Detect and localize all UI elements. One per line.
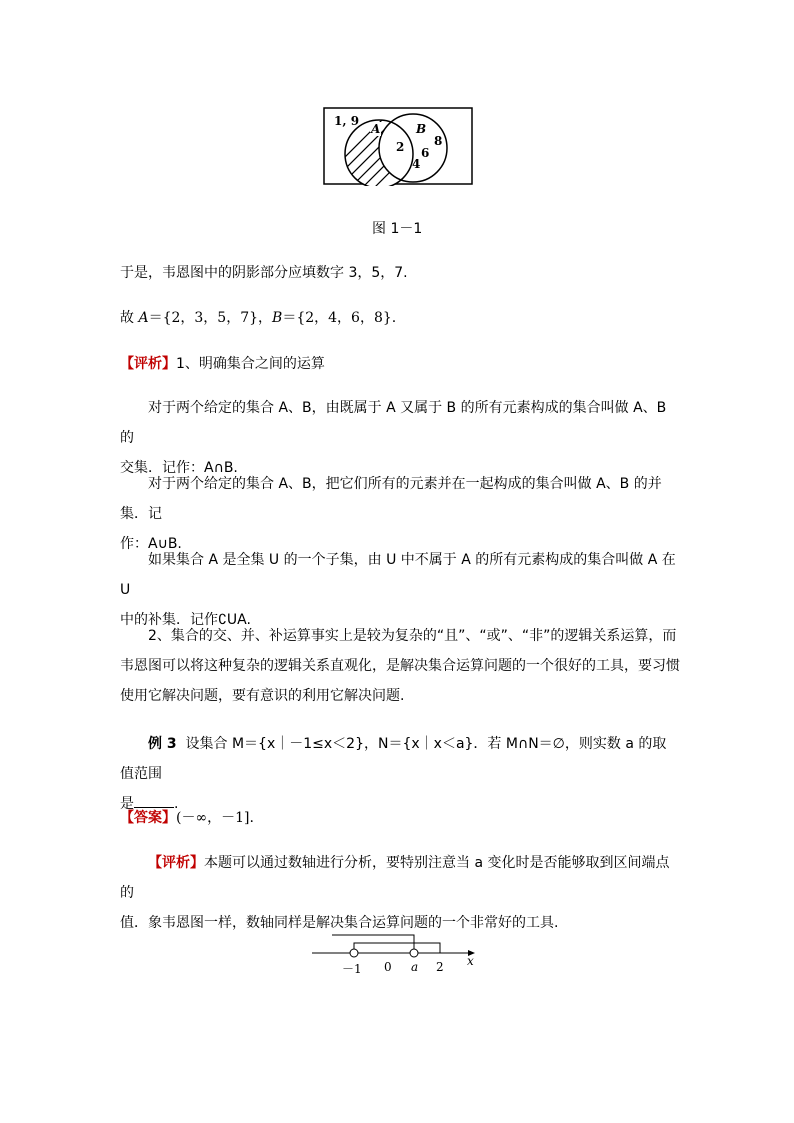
venn-b-element: 6 bbox=[421, 146, 430, 160]
analysis-tag: 【评析】 bbox=[148, 855, 204, 871]
venn-outside-elements: 1, 9 bbox=[334, 114, 360, 128]
venn-b-element: 4 bbox=[412, 157, 421, 171]
answer: 【答案】(－∞，－1]. bbox=[120, 810, 254, 826]
number-line bbox=[308, 928, 480, 978]
figure-caption: 图 1－1 bbox=[372, 221, 423, 237]
venn-intersection: 2 bbox=[396, 140, 405, 154]
paragraph-sets-result: 故 A＝{2，3，5，7}，B＝{2，4，6，8}. bbox=[120, 310, 397, 326]
tick-label: 0 bbox=[384, 960, 392, 974]
complement-definition: 如果集合 A 是全集 U 的一个子集，由 U 中不属于 A 的所有元素构成的集合叫做 A 在 U 中的补集．记作∁UA. bbox=[120, 552, 676, 628]
analysis-tag: 【评析】 bbox=[120, 356, 176, 372]
answer-tag: 【答案】 bbox=[120, 810, 176, 826]
intersection-definition: 对于两个给定的集合 A、B，由既属于 A 又属于 B 的所有元素构成的集合叫做 A、B 的 交集．记作：A∩B. bbox=[120, 400, 667, 476]
example-label: 例 3 bbox=[148, 736, 177, 752]
venn-label-b: B bbox=[416, 122, 427, 136]
tick-label: －1 bbox=[342, 962, 362, 976]
analysis-2: 【评析】本题可以通过数轴进行分析，要特别注意当 a 变化时是否能够取到区间端点的 值．象韦恩图一样，数轴同样是解决集合运算问题的一个非常好的工具. bbox=[120, 855, 670, 931]
analysis-heading: 【评析】1、明确集合之间的运算 bbox=[120, 356, 325, 372]
venn-b-element: 8 bbox=[434, 134, 443, 148]
open-point-a bbox=[410, 949, 418, 957]
venn-label-a: A bbox=[371, 122, 381, 136]
open-point-minus1 bbox=[350, 949, 358, 957]
interval-m bbox=[354, 943, 440, 953]
interval-n bbox=[332, 935, 414, 953]
point-two: 2、集合的交、并、补运算事实上是较为复杂的“且”、“或”、“非”的逻辑关系运算，而 韦恩图可以将这种复杂的逻辑关系直观化，是解决集合运算问题的一个很好的工具，要习惯 使用它解决问题，要有意识的利用它解决问题. bbox=[120, 628, 680, 704]
tick-label: 2 bbox=[436, 960, 444, 974]
tick-label: a bbox=[411, 960, 419, 974]
paragraph-shading: 于是，韦恩图中的阴影部分应填数字 3，5，7. bbox=[120, 265, 408, 281]
union-definition: 对于两个给定的集合 A、B，把它们所有的元素并在一起构成的集合叫做 A、B 的并集．记 作：A∪B. bbox=[120, 476, 662, 552]
axis-label: x bbox=[467, 954, 474, 968]
example-3: 例 3 设集合 M＝{x｜－1≤x＜2}，N＝{x｜x＜a}．若 M∩N＝∅，则实数 a 的取值范围 是 . bbox=[120, 736, 667, 812]
